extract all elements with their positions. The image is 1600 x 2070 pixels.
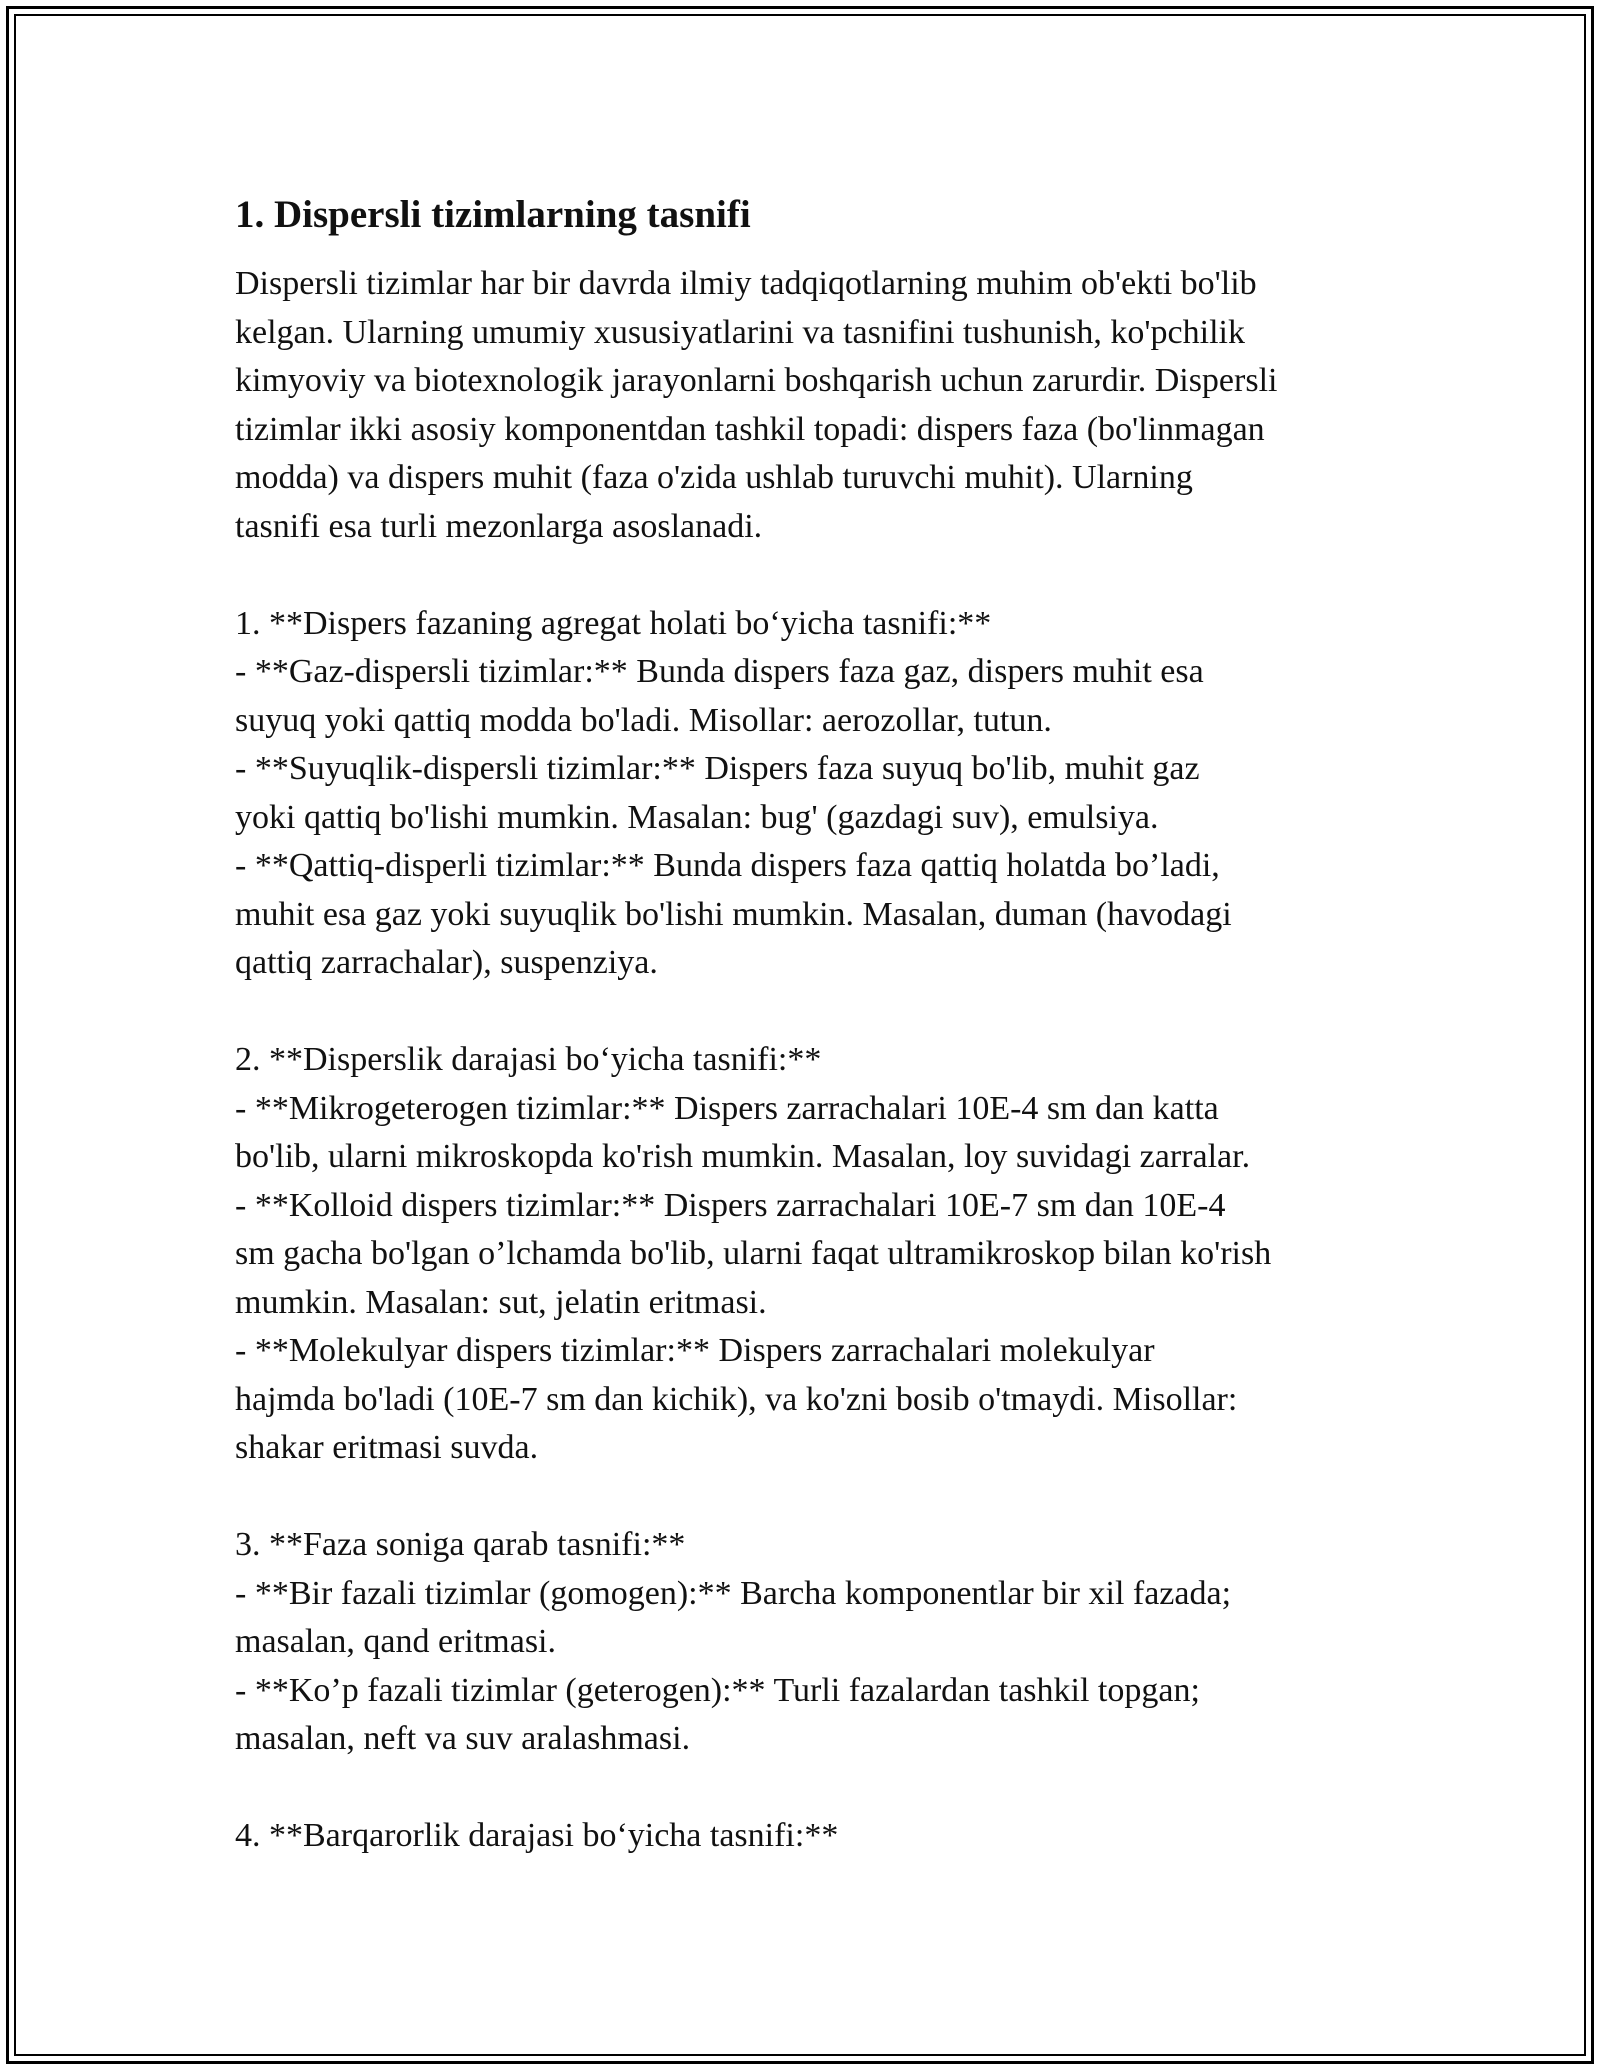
section-stability: 4. **Barqarorlik darajasi bo‘yicha tasnifi:** — [235, 1817, 839, 1854]
intro-paragraph: Dispersli tizimlar har bir davrda ilmiy tadqiqotlarning muhim ob'ekti bo'lib kelgan. Ularning umumiy xususiyatlarini va tasnifini tushunish, ko'pchilik kimyoviy va biotexnologik jarayonlarni boshqarish uchun zarurdir. Dispersli tizimlar ikki asosiy komponentdan tashkil topadi: dispers faza (bo'linmagan modda) va dispers muhit (faza o'zida ushlab turuvchi muhit). Ularning tasnifi esa turli mezonlarga asoslanadi. — [235, 265, 1278, 545]
paragraph-gap — [235, 1473, 1375, 1522]
document-body — [235, 188, 1375, 1861]
paragraph-gap — [235, 551, 1375, 600]
section-aggregate-state: 1. **Dispers fazaning agregat holati bo‘yicha tasnifi:** - **Gaz-dispersli tizimlar:** Bunda dispers faza gaz, dispers muhit esa suyuq yoki qattiq modda bo'ladi. Misollar: aerozollar, tutun. - **Suyuqlik-dispersli tizimlar:** Dispers faza suyuq bo'lib, muhit gaz yoki qattiq bo'lishi mumkin. Masalan: bug' (gazdagi suv), emulsiya. - **Qattiq-disperli tizimlar:** Bunda dispers faza qattiq holatda bo’ladi, muhit esa gaz yoki suyuqlik bo'lishi mumkin. Masalan, duman (havodagi qattiq zarrachalar), suspenziya. — [235, 604, 1232, 981]
paragraph-gap — [235, 1764, 1375, 1813]
document-title: 1. Dispersli tizimlarning tasnifi — [235, 193, 751, 236]
section-phase-count: 3. **Faza soniga qarab tasnifi:** - **Bir fazali tizimlar (gomogen):** Barcha komponentlar bir xil fazada; masalan, qand eritmasi. - **Ko’p fazali tizimlar (geterogen):** Turli fazalardan tashkil topgan; masalan, neft va suv aralashmasi. — [235, 1526, 1232, 1757]
paragraph-gap — [235, 988, 1375, 1037]
section-dispersity-degree: 2. **Disperslik darajasi bo‘yicha tasnifi:** - **Mikrogeterogen tizimlar:** Dispers zarrachalari 10E-4 sm dan katta bo'lib, ularni mikroskopda ko'rish mumkin. Masalan, loy suvidagi zarralar. - **Kolloid dispers tizimlar:** Dispers zarrachalari 10E-7 sm dan 10E-4 sm gacha bo'lgan o’lchamda bo'lib, ularni faqat ultramikroskop bilan ko'rish mumkin. Masalan: sut, jelatin eritmasi. - **Molekulyar dispers tizimlar:** Dispers zarrachalari molekulyar hajmda bo'ladi (10E-7 sm dan kichik), va ko'zni bosib o'tmaydi. Misollar: shakar eritmasi suvda. — [235, 1041, 1272, 1466]
